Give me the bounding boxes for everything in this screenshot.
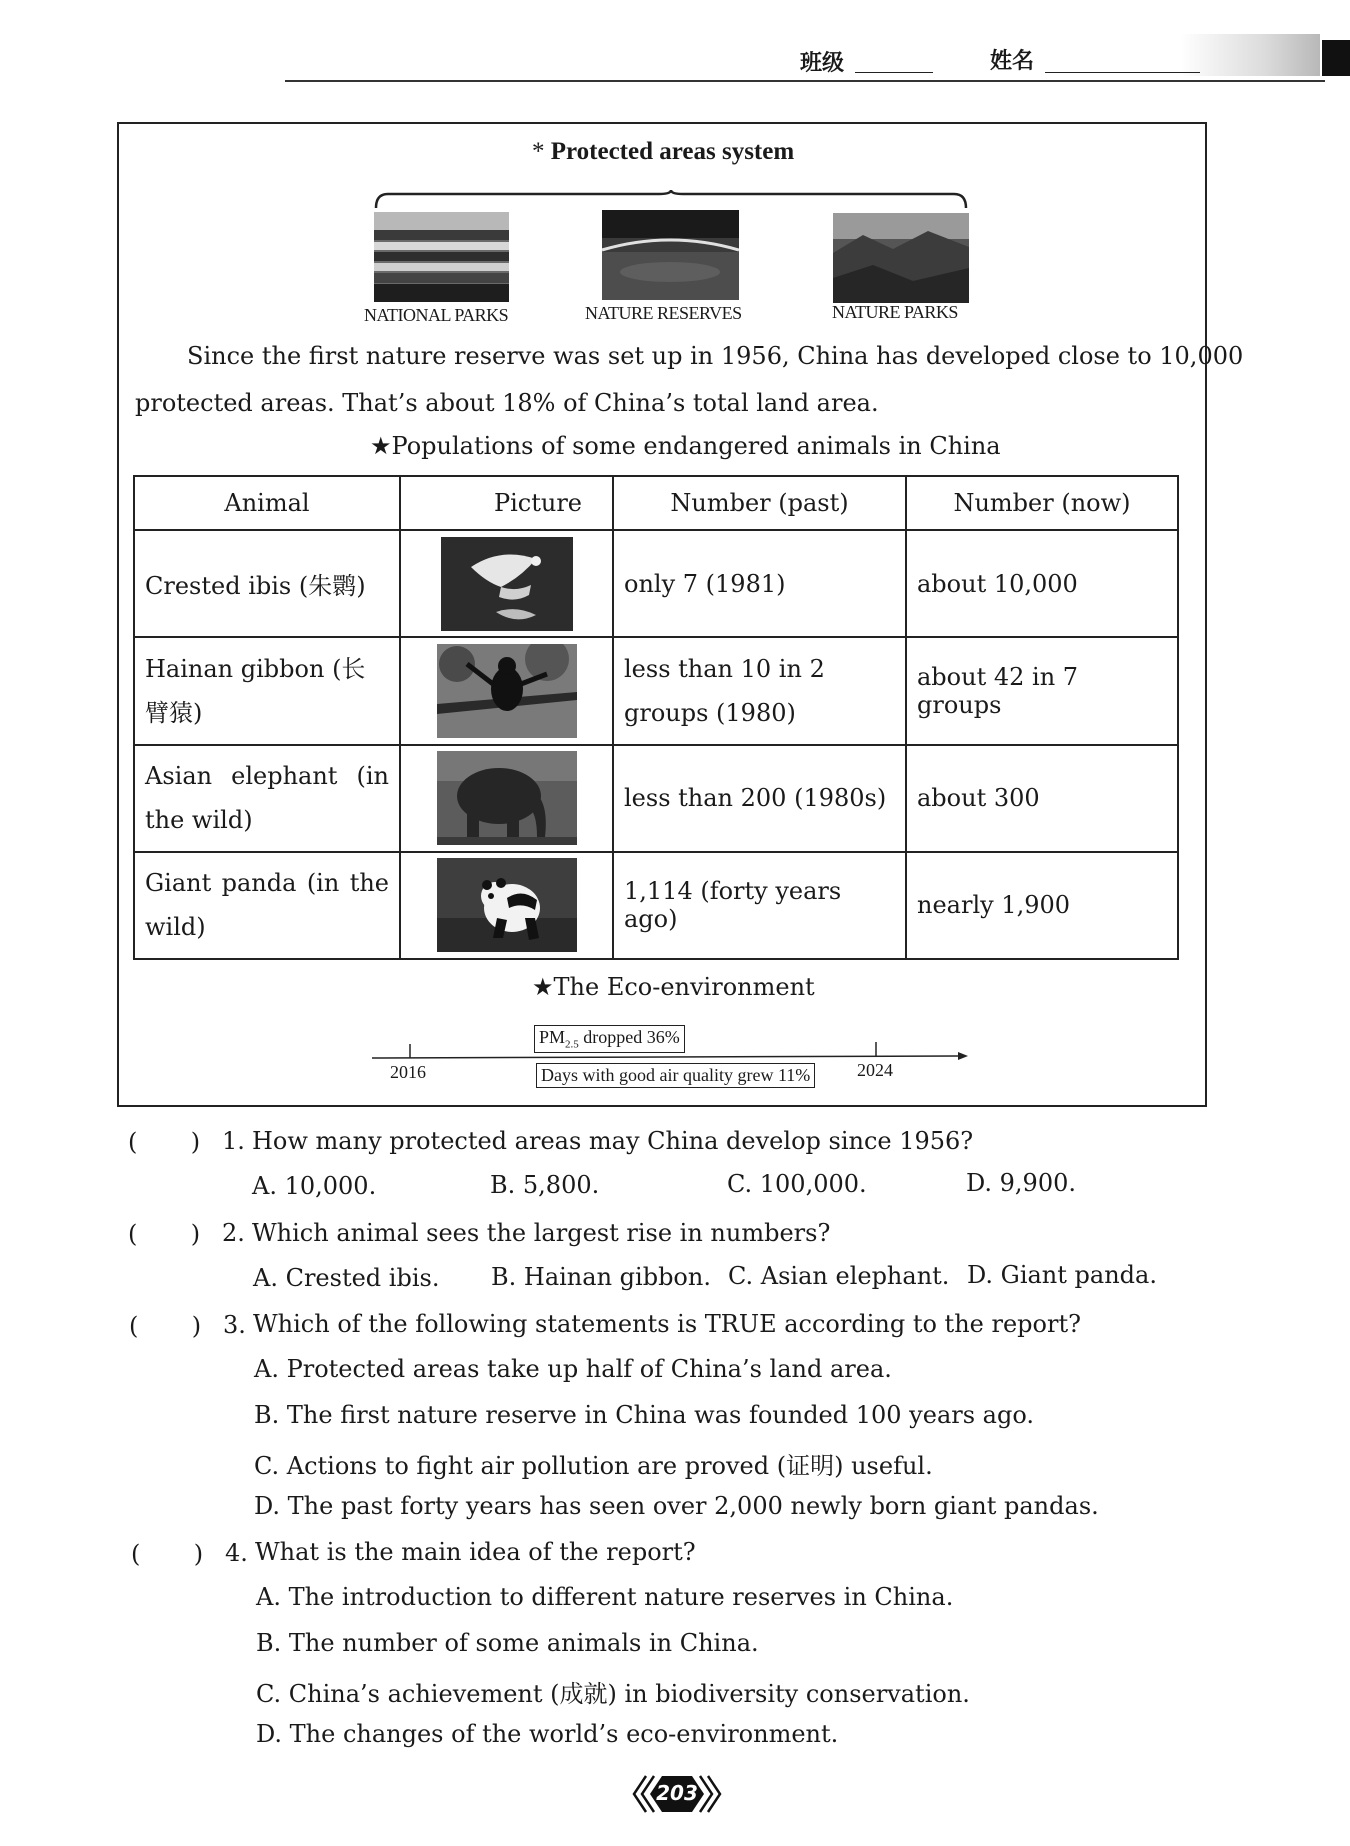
option-a[interactable]: A. Crested ibis. xyxy=(253,1264,440,1292)
eco-title-text: The Eco-environment xyxy=(553,973,815,1001)
answer-paren-3[interactable]: ( ) xyxy=(129,1312,202,1340)
option-b[interactable]: B. 5,800. xyxy=(490,1171,600,1199)
question-stem: Which animal sees the largest rise in numbers? xyxy=(252,1219,831,1247)
option-b[interactable]: B. The number of some animals in China. xyxy=(256,1629,759,1657)
header-picture: Picture xyxy=(400,476,613,530)
option-d[interactable]: D. Giant panda. xyxy=(967,1261,1157,1289)
now-cell: about 300 xyxy=(906,745,1178,852)
past-cell: less than 10 in 2 groups (1980) xyxy=(613,637,906,744)
pm-prefix: PM xyxy=(539,1027,566,1047)
past-cell: less than 200 (1980s) xyxy=(613,745,906,852)
picture-cell xyxy=(400,852,613,959)
caption-nature-reserves: NATURE RESERVES xyxy=(585,303,742,323)
crested-ibis-photo xyxy=(441,537,573,631)
nature-reserves-photo xyxy=(602,210,739,300)
table-row xyxy=(134,852,1178,959)
option-d[interactable]: D. 9,900. xyxy=(966,1169,1076,1197)
table-title xyxy=(370,432,1001,460)
page-number: 203 xyxy=(656,1781,698,1805)
caption-nature-parks: NATURE PARKS xyxy=(832,302,958,322)
now-cell: about 42 in 7 groups xyxy=(906,637,1178,744)
header-decoration xyxy=(1180,34,1320,76)
question-stem: What is the main idea of the report? xyxy=(255,1538,696,1566)
pm-text: dropped 36% xyxy=(578,1027,680,1047)
class-blank[interactable] xyxy=(855,72,933,73)
header-animal: Animal xyxy=(134,476,400,530)
eco-title xyxy=(532,973,815,1001)
table-title-text: Populations of some endangered animals in China xyxy=(391,432,1001,460)
option-c[interactable]: C. Actions to fight air pollution are proved (证明) useful. xyxy=(254,1452,933,1480)
question-number: 2. xyxy=(222,1219,245,1247)
asian-elephant-photo xyxy=(437,751,577,845)
animal-cell: Asian elephant (in the wild) xyxy=(134,745,400,852)
header-number-past: Number (past) xyxy=(613,476,906,530)
question-number: 3. xyxy=(223,1311,246,1339)
hainan-gibbon-photo xyxy=(437,644,577,738)
now-cell: about 10,000 xyxy=(906,530,1178,637)
answer-paren-4[interactable]: ( ) xyxy=(131,1540,204,1568)
question-stem: Which of the following statements is TRUE according to the report? xyxy=(253,1310,1081,1338)
option-a[interactable]: A. Protected areas take up half of China’s land area. xyxy=(254,1355,892,1383)
name-blank[interactable] xyxy=(1045,72,1200,73)
option-c[interactable]: C. Asian elephant. xyxy=(728,1262,950,1290)
table-header-row xyxy=(134,476,1178,530)
option-c[interactable]: C. 100,000. xyxy=(727,1170,867,1198)
option-a[interactable]: A. The introduction to different nature reserves in China. xyxy=(256,1583,954,1611)
header-rule xyxy=(285,80,1325,82)
giant-panda-photo xyxy=(437,858,577,952)
caption-national-parks: NATIONAL PARKS xyxy=(364,305,509,325)
animal-cell: Giant panda (in the wild) xyxy=(134,852,400,959)
question-stem: How many protected areas may China develop since 1956? xyxy=(252,1127,974,1155)
picture-cell xyxy=(400,637,613,744)
answer-paren-2[interactable]: ( ) xyxy=(128,1220,201,1248)
system-title-prefix: * xyxy=(532,138,545,165)
nature-parks-photo xyxy=(833,213,969,303)
question-number: 4. xyxy=(225,1539,248,1567)
timeline-start: 2016 xyxy=(390,1062,426,1082)
header-corner-block xyxy=(1322,40,1350,76)
air-quality-box: Days with good air quality grew 11% xyxy=(536,1063,815,1088)
class-label: 班级 xyxy=(800,51,845,76)
star-icon: ★ xyxy=(532,973,554,1001)
table-row xyxy=(134,530,1178,637)
national-parks-photo xyxy=(374,212,509,302)
past-cell: only 7 (1981) xyxy=(613,530,906,637)
pm-sub: 2.5 xyxy=(565,1038,579,1051)
option-c[interactable]: C. China’s achievement (成就) in biodiversity conservation. xyxy=(256,1680,970,1708)
option-d[interactable]: D. The past forty years has seen over 2,000 newly born giant pandas. xyxy=(254,1492,1099,1520)
animal-cell: Crested ibis (朱鹮) xyxy=(134,530,400,637)
pm25-box xyxy=(534,1025,685,1053)
name-label: 姓名 xyxy=(990,49,1035,74)
timeline-end: 2024 xyxy=(857,1060,893,1080)
answer-paren-1[interactable]: ( ) xyxy=(128,1128,201,1156)
paragraph-line-1: Since the first nature reserve was set up in 1956, China has developed close to 10,000 xyxy=(187,342,1244,370)
animals-table xyxy=(133,475,1179,960)
animal-cell: Hainan gibbon (长臂猿) xyxy=(134,637,400,744)
picture-cell xyxy=(400,745,613,852)
system-title xyxy=(532,138,794,166)
table-row xyxy=(134,745,1178,852)
picture-cell xyxy=(400,530,613,637)
now-cell: nearly 1,900 xyxy=(906,852,1178,959)
question-number: 1. xyxy=(222,1127,245,1155)
option-b[interactable]: B. The first nature reserve in China was founded 100 years ago. xyxy=(254,1401,1034,1429)
page-number-badge xyxy=(632,1768,722,1820)
option-a[interactable]: A. 10,000. xyxy=(252,1172,377,1200)
option-d[interactable]: D. The changes of the world’s eco-environment. xyxy=(256,1720,839,1748)
brace-icon xyxy=(374,190,968,210)
option-b[interactable]: B. Hainan gibbon. xyxy=(491,1263,711,1291)
past-cell: 1,114 (forty years ago) xyxy=(613,852,906,959)
header-number-now: Number (now) xyxy=(906,476,1178,530)
system-title-text: Protected areas system xyxy=(550,138,795,165)
table-row xyxy=(134,637,1178,744)
paragraph-line-2: protected areas. That’s about 18% of China’s total land area. xyxy=(135,389,879,417)
star-icon: ★ xyxy=(370,432,392,460)
